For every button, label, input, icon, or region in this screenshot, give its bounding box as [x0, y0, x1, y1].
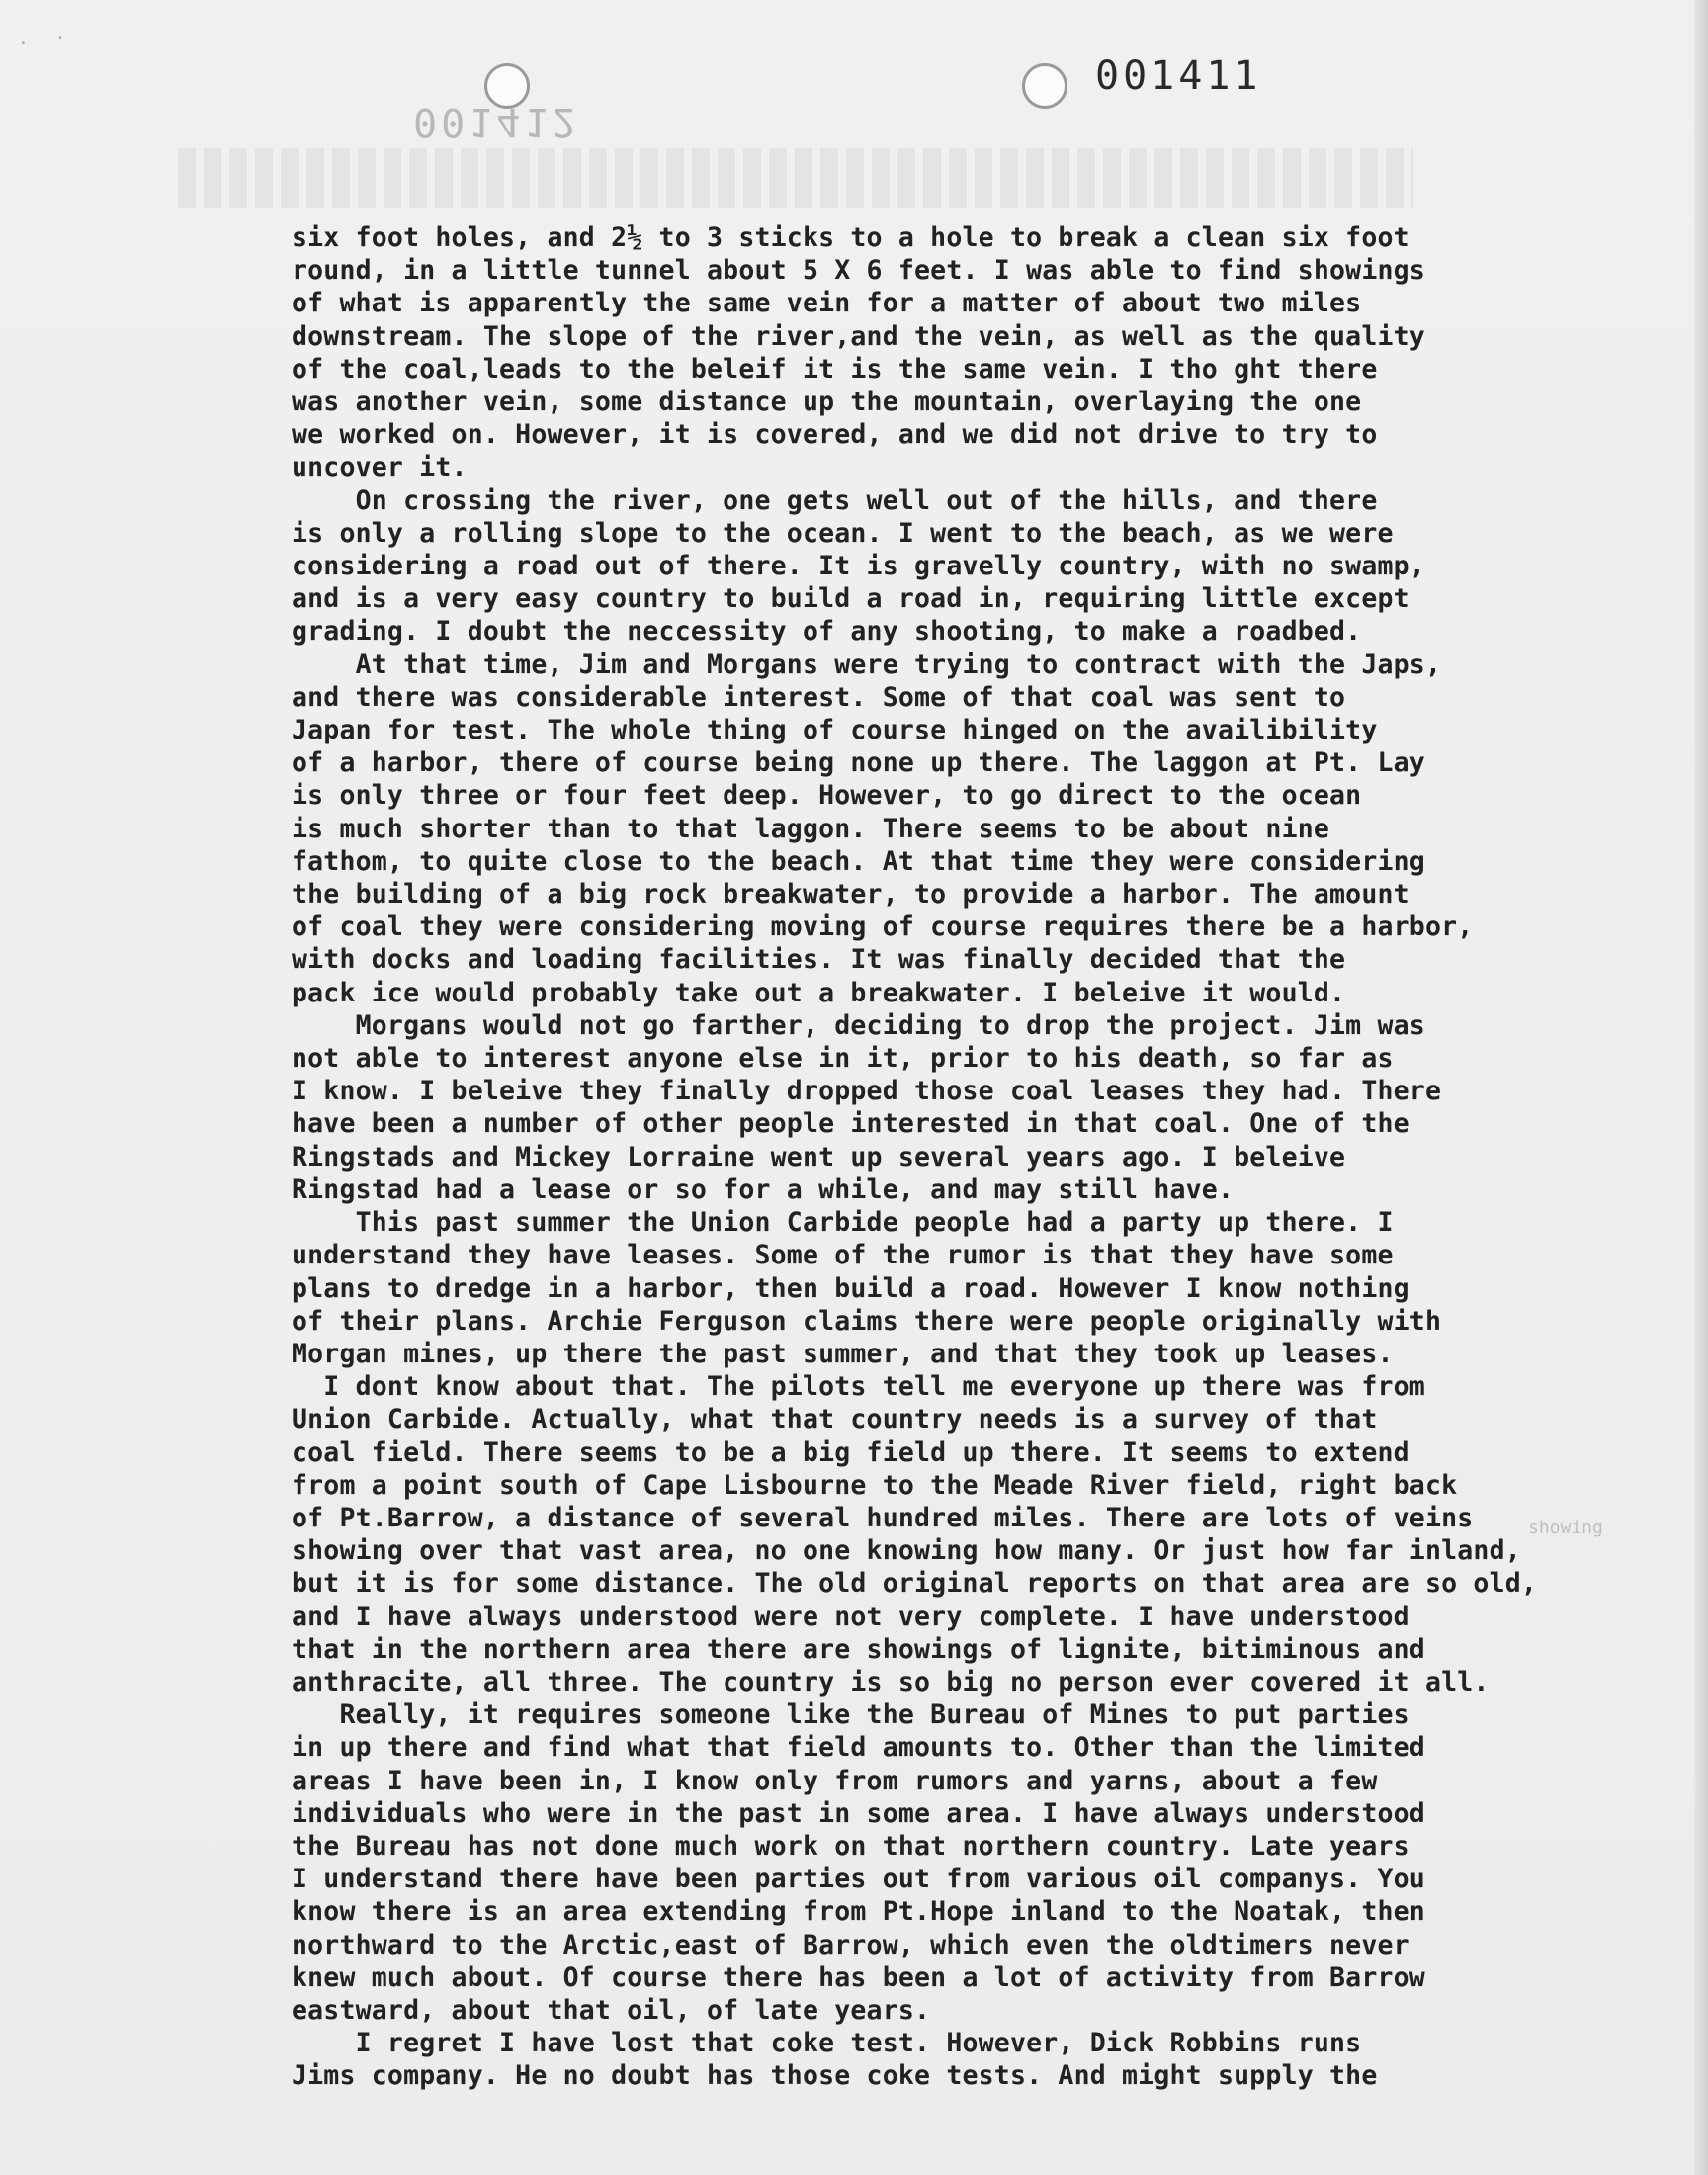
- stamp-number: 001411: [1095, 53, 1262, 99]
- text-line: individuals who were in the past in some area. I have always understood: [292, 1797, 1425, 1829]
- text-line: but it is for some distance. The old original reports on that area are so old,: [292, 1568, 1538, 1600]
- faint-bleedthrough-header: [178, 148, 1413, 208]
- text-line: pack ice would probably take out a breakwater. I beleive it would.: [292, 977, 1346, 1008]
- text-line: On crossing the river, one gets well out of the hills, and there: [292, 484, 1378, 516]
- text-line: we worked on. However, it is covered, and we did not drive to try to: [292, 419, 1378, 451]
- text-line: considering a road out of there. It is gravelly country, with no swamp,: [292, 551, 1425, 582]
- text-line: downstream. The slope of the river,and the vein, as well as the quality: [292, 320, 1425, 352]
- text-line: with docks and loading facilities. It was finally decided that the: [292, 944, 1346, 976]
- text-line: Morgan mines, up there the past summer, and that they took up leases.: [292, 1338, 1394, 1369]
- text-line: I regret I have lost that coke test. However, Dick Robbins runs: [292, 2028, 1362, 2059]
- punch-hole-right-icon: [1022, 63, 1068, 109]
- text-line: uncover it.: [292, 452, 468, 483]
- text-line: the Bureau has not done much work on that northern country. Late years: [292, 1830, 1409, 1862]
- text-line: of the coal,leads to the beleif it is the same vein. I tho ght there: [292, 353, 1378, 385]
- text-line: I dont know about that. The pilots tell me everyone up there was from: [292, 1371, 1425, 1403]
- text-line: know there is an area extending from Pt.Hope inland to the Noatak, then: [292, 1896, 1425, 1928]
- text-line: round, in a little tunnel about 5 X 6 feet. I was able to find showings: [292, 255, 1425, 287]
- text-line: areas I have been in, I know only from rumors and yarns, about a few: [292, 1765, 1378, 1796]
- text-line: plans to dredge in a harbor, then build a road. However I know nothing: [292, 1272, 1409, 1304]
- text-line: and I have always understood were not very complete. I have understood: [292, 1601, 1409, 1632]
- text-line: Union Carbide. Actually, what that country needs is a survey of that: [292, 1404, 1378, 1436]
- text-line: of coal they were considering moving of course requires there be a harbor,: [292, 912, 1474, 943]
- text-line: coal field. There seems to be a big field up there. It seems to extend: [292, 1436, 1409, 1468]
- text-line: Morgans would not go farther, deciding to drop the project. Jim was: [292, 1009, 1425, 1041]
- text-line: Ringstad had a lease or so for a while, and may still have.: [292, 1174, 1235, 1205]
- text-line: knew much about. Of course there has been a lot of activity from Barrow: [292, 1961, 1425, 1993]
- margin-ghost-text: showing: [1528, 1518, 1603, 1538]
- text-line: At that time, Jim and Morgans were trying to contract with the Japs,: [292, 649, 1442, 680]
- text-line: I understand there have been parties out from various oil companys. You: [292, 1864, 1425, 1895]
- text-line: northward to the Arctic,east of Barrow, which even the oldtimers never: [292, 1929, 1409, 1960]
- text-line: from a point south of Cape Lisbourne to the Meade River field, right back: [292, 1469, 1458, 1501]
- text-line: Really, it requires someone like the Bureau of Mines to put parties: [292, 1699, 1409, 1731]
- text-line: eastward, about that oil, of late years.: [292, 1994, 931, 2026]
- text-line: is only a rolling slope to the ocean. I went to the beach, as we were: [292, 517, 1394, 549]
- text-line: that in the northern area there are showings of lignite, bitiminous and: [292, 1633, 1425, 1665]
- text-line: of Pt.Barrow, a distance of several hundred miles. There are lots of veins: [292, 1502, 1474, 1533]
- text-line: is much shorter than to that laggon. There seems to be about nine: [292, 813, 1330, 844]
- text-line: Jims company. He no doubt has those coke tests. And might supply the: [292, 2060, 1378, 2092]
- page-edge-shadow: [1694, 0, 1708, 2175]
- corner-specks: . ·: [18, 28, 74, 48]
- text-line: grading. I doubt the neccessity of any shooting, to make a roadbed.: [292, 616, 1362, 648]
- text-line: Japan for test. The whole thing of course hinged on the availibility: [292, 715, 1378, 746]
- text-line: is only three or four feet deep. However, to go direct to the ocean: [292, 780, 1362, 812]
- text-line: in up there and find what that field amounts to. Other than the limited: [292, 1732, 1425, 1764]
- text-line: and there was considerable interest. Some of that coal was sent to: [292, 681, 1346, 713]
- text-line: This past summer the Union Carbide people had a party up there. I: [292, 1207, 1394, 1239]
- text-line: and is a very easy country to build a road in, requiring little except: [292, 583, 1409, 615]
- text-line: showing over that vast area, no one knowing how many. Or just how far inland,: [292, 1535, 1521, 1567]
- text-line: six foot holes, and 2½ to 3 sticks to a hole to break a clean six foot: [292, 222, 1409, 253]
- text-line: understand they have leases. Some of the rumor is that they have some: [292, 1240, 1394, 1271]
- text-line: Ringstads and Mickey Lorraine went up several years ago. I beleive: [292, 1141, 1346, 1173]
- text-line: I know. I beleive they finally dropped those coal leases they had. There: [292, 1076, 1442, 1107]
- text-line: of their plans. Archie Ferguson claims there were people originally with: [292, 1305, 1442, 1337]
- text-line: fathom, to quite close to the beach. At that time they were considering: [292, 845, 1425, 877]
- text-line: the building of a big rock breakwater, to provide a harbor. The amount: [292, 879, 1409, 911]
- stamp-number-ghost: 001412: [413, 99, 580, 144]
- text-line: of what is apparently the same vein for a matter of about two miles: [292, 288, 1362, 319]
- text-line: have been a number of other people interested in that coal. One of the: [292, 1108, 1409, 1140]
- text-line: not able to interest anyone else in it, prior to his death, so far as: [292, 1043, 1394, 1075]
- text-line: of a harbor, there of course being none up there. The laggon at Pt. Lay: [292, 747, 1425, 779]
- text-line: anthracite, all three. The country is so big no person ever covered it all.: [292, 1666, 1490, 1697]
- text-line: was another vein, some distance up the mountain, overlaying the one: [292, 387, 1362, 418]
- typed-letter-body: [292, 221, 1606, 2093]
